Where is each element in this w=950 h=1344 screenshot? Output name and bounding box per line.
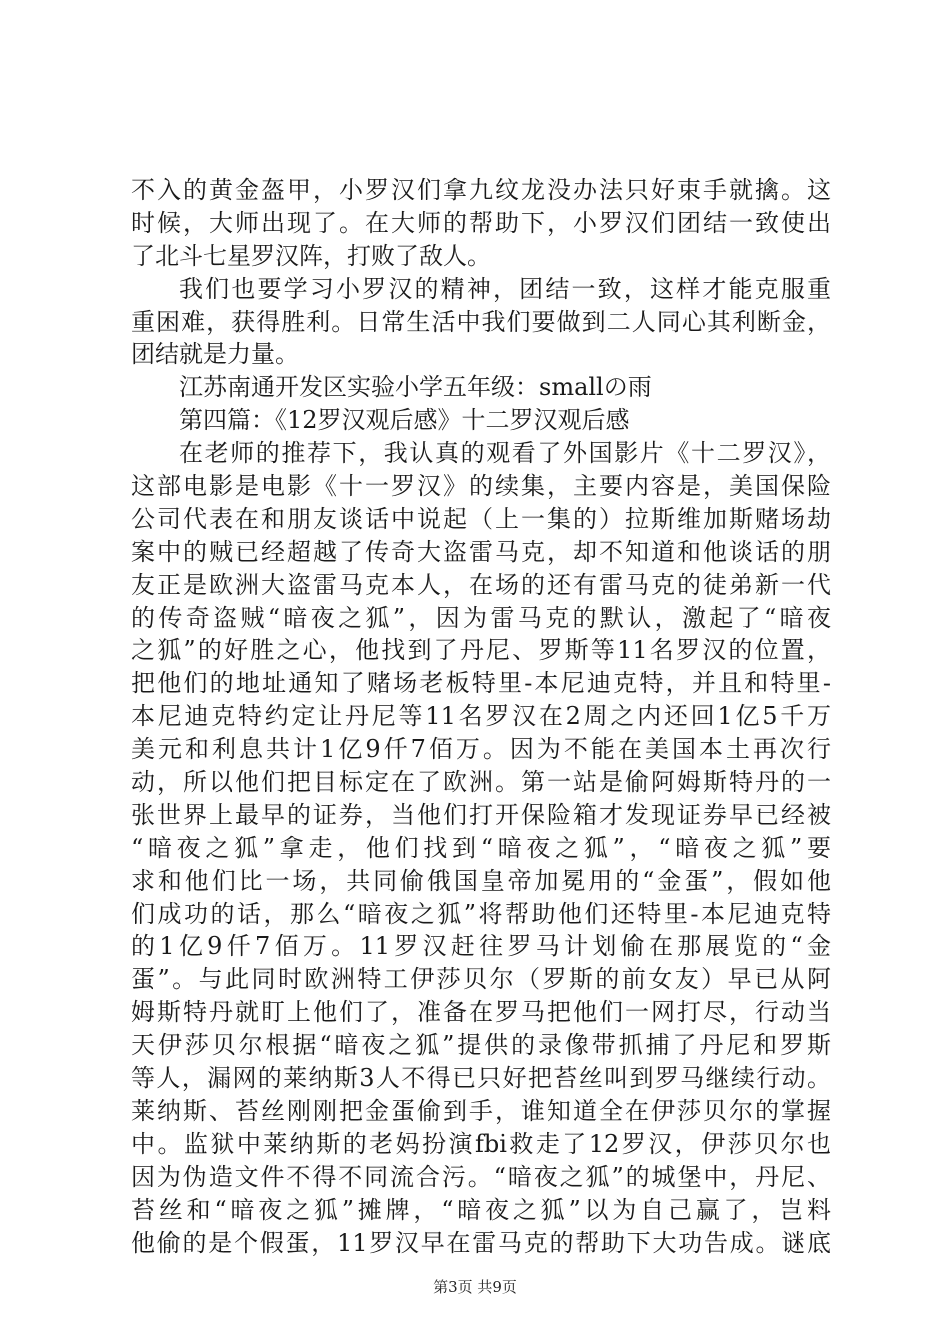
text-line: 蛋”。与此同时欧洲特工伊莎贝尔（罗斯的前女友）早已从阿 xyxy=(131,965,831,994)
text-line: “暗夜之狐”拿走，他们找到“暗夜之狐”，“暗夜之狐”要 xyxy=(131,833,831,862)
text-line: 中。监狱中莱纳斯的老妈扮演fbi救走了12罗汉，伊莎贝尔也 xyxy=(131,1129,831,1158)
text-line: 把他们的地址通知了赌场老板特里-本尼迪克特，并且和特里- xyxy=(131,669,831,698)
text-line: 他偷的是个假蛋，11罗汉早在雷马克的帮助下大功告成。谜底 xyxy=(131,1228,831,1257)
text-line: 求和他们比一场，共同偷俄国皇帝加冕用的“金蛋”，假如他 xyxy=(131,866,831,895)
text-line: 姆斯特丹就盯上他们了，准备在罗马把他们一网打尽，行动当 xyxy=(131,998,831,1027)
text-line: 之狐”的好胜之心，他找到了丹尼、罗斯等11名罗汉的位置， xyxy=(131,636,831,665)
text-line: 美元和利息共计1亿9仟7佰万。因为不能在美国本土再次行 xyxy=(131,735,831,764)
text-line: 第四篇：《12罗汉观后感》十二罗汉观后感 xyxy=(179,406,630,435)
text-line: 本尼迪克特约定让丹尼等11名罗汉在2周之内还回1亿5千万 xyxy=(131,702,831,731)
text-line: 公司代表在和朋友谈话中说起（上一集的）拉斯维加斯赌场劫 xyxy=(131,504,831,533)
text-line: 团结就是力量。 xyxy=(131,340,299,369)
text-line: 时候，大师出现了。在大师的帮助下，小罗汉们团结一致使出 xyxy=(131,208,831,237)
text-line: 在老师的推荐下，我认真的观看了外国影片《十二罗汉》， xyxy=(179,439,831,468)
text-line: 案中的贼已经超越了传奇大盗雷马克，却不知道和他谈话的朋 xyxy=(131,537,831,566)
text-line: 天伊莎贝尔根据“暗夜之狐”提供的录像带抓捕了丹尼和罗斯 xyxy=(131,1031,831,1060)
text-line: 的传奇盗贼“暗夜之狐”，因为雷马克的默认，激起了“暗夜 xyxy=(131,603,831,632)
text-line: 不入的黄金盔甲，小罗汉们拿九纹龙没办法只好束手就擒。这 xyxy=(131,176,831,204)
text-line: 因为伪造文件不得不同流合污。“暗夜之狐”的城堡中，丹尼、 xyxy=(131,1162,831,1191)
text-line: 莱纳斯、苔丝刚刚把金蛋偷到手，谁知道全在伊莎贝尔的掌握 xyxy=(131,1096,831,1125)
text-line: 友正是欧洲大盗雷马克本人，在场的还有雷马克的徒弟新一代 xyxy=(131,570,831,599)
text-line: 江苏南通开发区实验小学五年级：smallの雨 xyxy=(179,373,652,402)
text-line: 这部电影是电影《十一罗汉》的续集，主要内容是，美国保险 xyxy=(131,472,831,501)
text-line: 的1亿9仟7佰万。11罗汉赶往罗马计划偷在那展览的“金 xyxy=(131,932,831,961)
text-line: 等人，漏网的莱纳斯3人不得已只好把苔丝叫到罗马继续行动。 xyxy=(131,1064,831,1093)
text-line: 动，所以他们把目标定在了欧洲。第一站是偷阿姆斯特丹的一 xyxy=(131,768,831,797)
text-line: 们成功的话，那么“暗夜之狐”将帮助他们还特里-本尼迪克特 xyxy=(131,899,831,928)
text-line: 张世界上最早的证券，当他们打开保险箱才发现证券早已经被 xyxy=(131,800,831,829)
body-text xyxy=(131,174,831,1259)
text-line: 了北斗七星罗汉阵，打败了敌人。 xyxy=(131,241,491,270)
text-line: 苔丝和“暗夜之狐”摊牌，“暗夜之狐”以为自己赢了，岂料 xyxy=(131,1195,831,1224)
text-line: 我们也要学习小罗汉的精神，团结一致，这样才能克服重 xyxy=(179,274,831,303)
page-footer: 第3页 共9页 xyxy=(433,1278,517,1296)
text-line: 重困难，获得胜利。日常生活中我们要做到二人同心其利断金， xyxy=(131,307,831,336)
